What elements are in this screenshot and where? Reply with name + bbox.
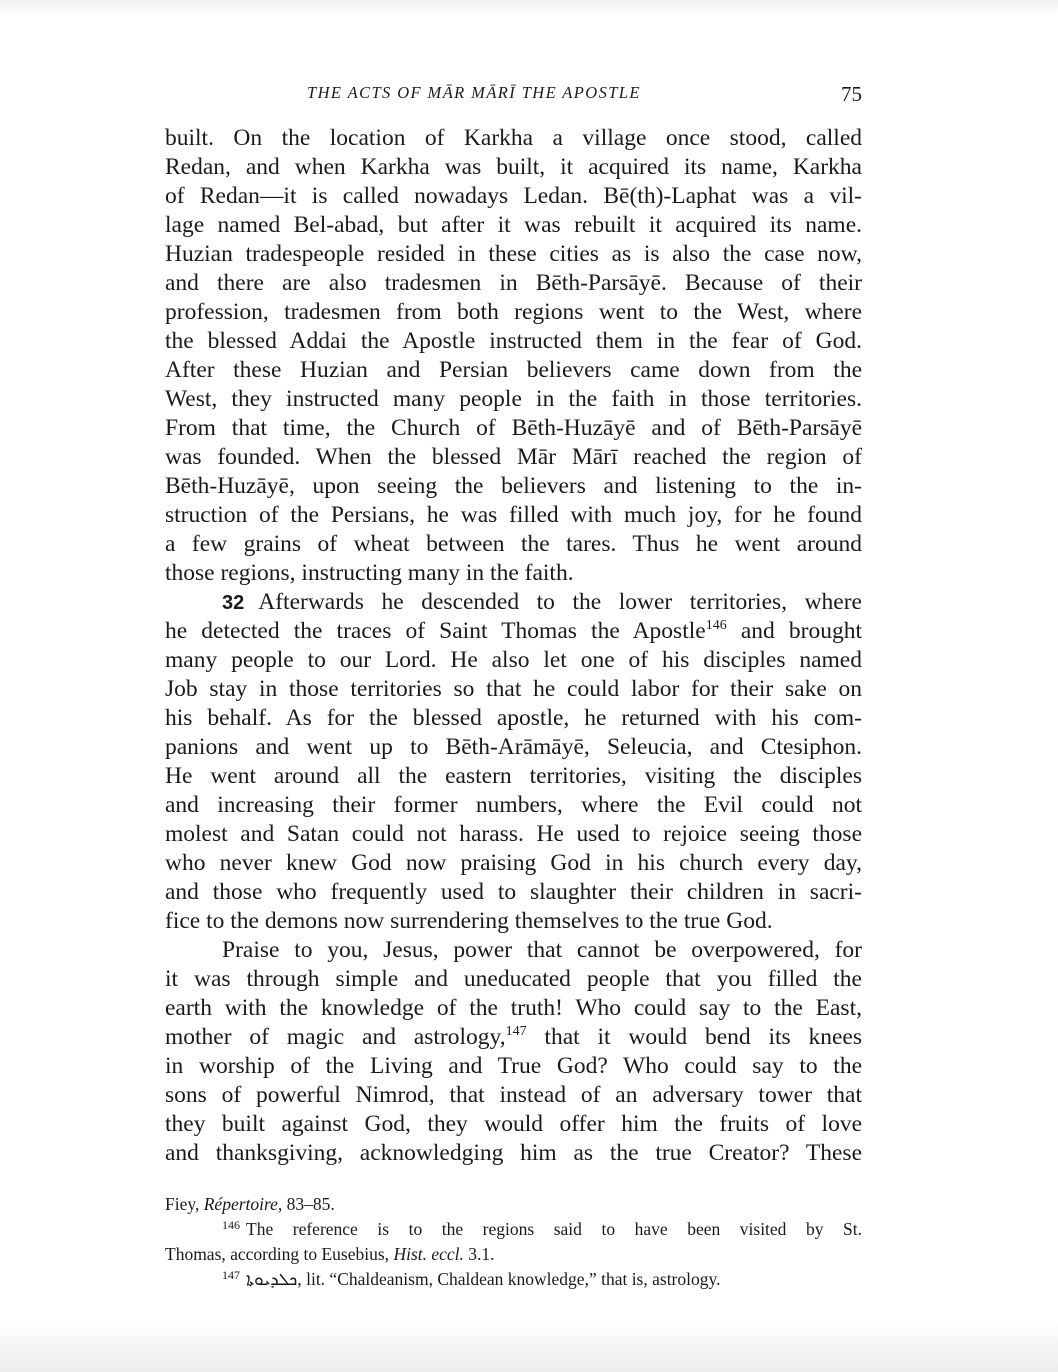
text-line: fice to the demons now surrendering themselves to the true God. bbox=[165, 908, 773, 934]
body-text bbox=[165, 124, 862, 1168]
footnote-number: 147 bbox=[222, 1268, 240, 1282]
section-32-first-line bbox=[165, 588, 862, 617]
text-line: He went around all the eastern territories, visiting the disciples bbox=[165, 763, 862, 789]
footnote-ref-146: 146 bbox=[705, 618, 727, 633]
text-line: Afterwards he descended to the lower territories, where bbox=[258, 589, 862, 615]
text-line: After these Huzian and Persian believers came down from the bbox=[165, 357, 862, 383]
text-line: profession, tradesmen from both regions went to the West, where bbox=[165, 299, 862, 325]
text-segment: , lit. “Chaldeanism, Chaldean knowledge,” that is, astrology. bbox=[297, 1269, 721, 1289]
section-number: 32 bbox=[222, 592, 245, 614]
text-line: they built against God, they would offer him the fruits of love bbox=[165, 1111, 862, 1137]
text-line: the blessed Addai the Apostle instructed them in the fear of God. bbox=[165, 328, 862, 354]
text-segment: Fiey, bbox=[165, 1194, 204, 1214]
text-segment: that it would bend its knees bbox=[526, 1024, 862, 1050]
page-number: 75 bbox=[841, 82, 862, 106]
footnote-146 bbox=[165, 1217, 862, 1242]
text-line: and thanksgiving, acknowledging him as the true Creator? These bbox=[165, 1140, 862, 1166]
text-line: and there are also tradesmen in Bēth-Parsāyē. Because of their bbox=[165, 270, 862, 296]
text-line: molest and Satan could not harass. He used to rejoice seeing those bbox=[165, 821, 862, 847]
text-line: struction of the Persians, he was filled with much joy, for he found bbox=[165, 502, 862, 528]
running-title: THE ACTS OF MĀR MĀRĪ THE APOSTLE bbox=[307, 83, 641, 102]
text-line: From that time, the Church of Bēth-Huzāyē and of Bēth-Parsāyē bbox=[165, 415, 862, 441]
text-line: who never knew God now praising God in his church every day, bbox=[165, 850, 862, 876]
footnotes bbox=[165, 1192, 862, 1292]
cited-title: Hist. eccl. bbox=[393, 1244, 464, 1264]
text-line: and those who frequently used to slaughter their children in sacri- bbox=[165, 879, 862, 905]
text-line: it was through simple and uneducated people that you filled the bbox=[165, 966, 862, 992]
text-line: West, they instructed many people in the faith in those territories. bbox=[165, 386, 862, 412]
footnote-147 bbox=[165, 1267, 862, 1292]
text-line: Huzian tradespeople resided in these cities as is also the case now, bbox=[165, 241, 862, 267]
text-line-with-note bbox=[165, 1023, 862, 1052]
text-line: lage named Bel-abad, but after it was rebuilt it acquired its name. bbox=[165, 212, 862, 238]
text-segment: Thomas, according to Eusebius, bbox=[165, 1244, 394, 1264]
footnote-continued bbox=[165, 1192, 862, 1217]
text-line: his behalf. As for the blessed apostle, he returned with his com- bbox=[165, 705, 862, 731]
text-line: panions and went up to Bēth-Arāmāyē, Seleucia, and Ctesiphon. bbox=[165, 734, 862, 760]
text-segment: The reference is to the regions said to have been visited by St. bbox=[246, 1219, 862, 1239]
text-line: sons of powerful Nimrod, that instead of an adversary tower that bbox=[165, 1082, 862, 1108]
running-head bbox=[165, 82, 862, 108]
text-line: built. On the location of Karkha a village once stood, called bbox=[165, 125, 862, 151]
text-segment: mother of magic and astrology, bbox=[165, 1024, 506, 1050]
text-line: a few grains of wheat between the tares. Thus he went around bbox=[165, 531, 862, 557]
text-line-with-note bbox=[165, 617, 862, 646]
text-line: Praise to you, Jesus, power that cannot be overpowered, for bbox=[222, 937, 862, 963]
footnote-146-cont bbox=[165, 1242, 862, 1267]
footnote-number: 146 bbox=[222, 1218, 240, 1232]
text-line: those regions, instructing many in the faith. bbox=[165, 560, 574, 586]
text-line: Bēth-Huzāyē, upon seeing the believers and listening to the in- bbox=[165, 473, 862, 499]
footnote-ref-147: 147 bbox=[505, 1024, 527, 1039]
text-line: Redan, and when Karkha was built, it acquired its name, Karkha bbox=[165, 154, 862, 180]
text-line: and increasing their former numbers, where the Evil could not bbox=[165, 792, 862, 818]
cited-title: Répertoire, bbox=[203, 1194, 283, 1214]
text-line: in worship of the Living and True God? Who could say to the bbox=[165, 1053, 862, 1079]
text-line: of Redan—it is called nowadays Ledan. Bē(th)-Laphat was a vil- bbox=[165, 183, 862, 209]
text-line: many people to our Lord. He also let one of his disciples named bbox=[165, 647, 862, 673]
page-top-edge bbox=[0, 0, 1058, 14]
text-segment: and brought bbox=[726, 618, 862, 644]
text-line: was founded. When the blessed Mār Mārī reached the region of bbox=[165, 444, 862, 470]
text-segment: he detected the traces of Saint Thomas the Apostle bbox=[165, 618, 706, 644]
text-line: earth with the knowledge of the truth! Who could say to the East, bbox=[165, 995, 862, 1021]
text-line: Job stay in those territories so that he could labor for their sake on bbox=[165, 676, 862, 702]
text-segment: 83–85. bbox=[282, 1194, 335, 1214]
syriac-word: ܟܠܕܝܘܬܐ bbox=[246, 1270, 298, 1290]
page-bottom-edge bbox=[0, 1320, 1058, 1372]
text-segment: 3.1. bbox=[463, 1244, 495, 1264]
